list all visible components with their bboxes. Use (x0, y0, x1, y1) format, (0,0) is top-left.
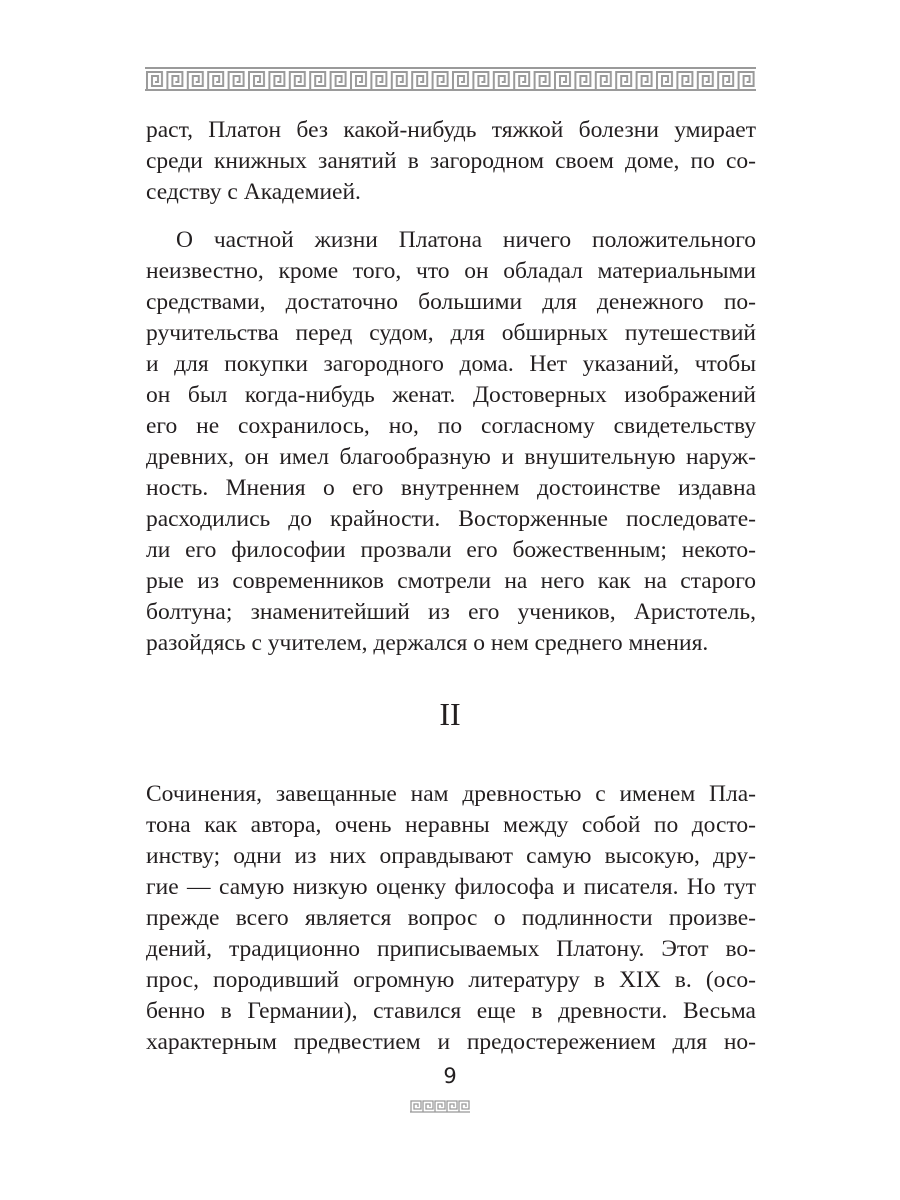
paragraph (146, 115, 756, 208)
text-line: дений, традиционно приписываемых Платону. Этот во- (146, 936, 756, 962)
text-line: болтуна; знаменитейший из его учеников, Аристотель, (146, 599, 756, 625)
page-number: 9 (443, 1064, 457, 1088)
text-line: средствами, достаточно большими для денежного по- (146, 289, 756, 315)
text-line: О частной жизни Платона ничего положительного (176, 227, 756, 253)
paragraph (146, 225, 756, 659)
text-line: ность. Мнения о его внутреннем достоинстве издавна (146, 475, 756, 501)
text-line: и для покупки загородного дома. Нет указаний, чтобы (146, 351, 756, 377)
text-line: Сочинения, завещанные нам древностью с именем Пла- (146, 781, 756, 807)
text-line: ли его философии прозвали его божественным; некото- (146, 537, 756, 563)
text-line: он был когда-нибудь женат. Достоверных изображений (146, 382, 756, 408)
body-text-section (146, 779, 756, 1075)
paragraph (146, 779, 756, 1058)
text-line: тона как автора, очень неравны между собой по досто- (146, 812, 756, 838)
text-line: ручительства перед судом, для обширных путешествий (146, 320, 756, 346)
meander-ornament-bottom (410, 1099, 470, 1113)
text-line: среди книжных занятий в загородном своем доме, по со- (146, 148, 756, 174)
body-text-top (146, 115, 756, 676)
text-line: прос, породивший огромную литературу в XIX в. (осо- (146, 967, 756, 993)
text-line: рые из современников смотрели на него как на старого (146, 568, 756, 594)
text-line: инству; одни из них оправдывают самую высокую, дру- (146, 843, 756, 869)
text-line: его не сохранилось, но, по согласному свидетельству (146, 413, 756, 439)
text-line: неизвестно, кроме того, что он обладал материальными (146, 258, 756, 284)
text-line: гие — самую низкую оценку философа и писателя. Но тут (146, 874, 756, 900)
text-line: древних, он имел благообразную и внушительную наруж- (146, 444, 756, 470)
text-line: раст, Платон без какой-нибудь тяжкой болезни умирает (146, 117, 756, 143)
text-line: расходились до крайности. Восторженные последовате- (146, 506, 756, 532)
meander-border-top (145, 66, 756, 92)
text-line: разойдясь с учителем, держался о нем среднего мнения. (146, 630, 709, 656)
text-line: характерным предвестием и предостережением для но- (146, 1029, 756, 1055)
section-heading: II (439, 696, 461, 732)
text-line: прежде всего является вопрос о подлинности произве- (146, 905, 756, 931)
text-line: седству с Академией. (146, 179, 361, 205)
text-line: бенно в Германии), ставился еще в древности. Весьма (146, 998, 756, 1024)
